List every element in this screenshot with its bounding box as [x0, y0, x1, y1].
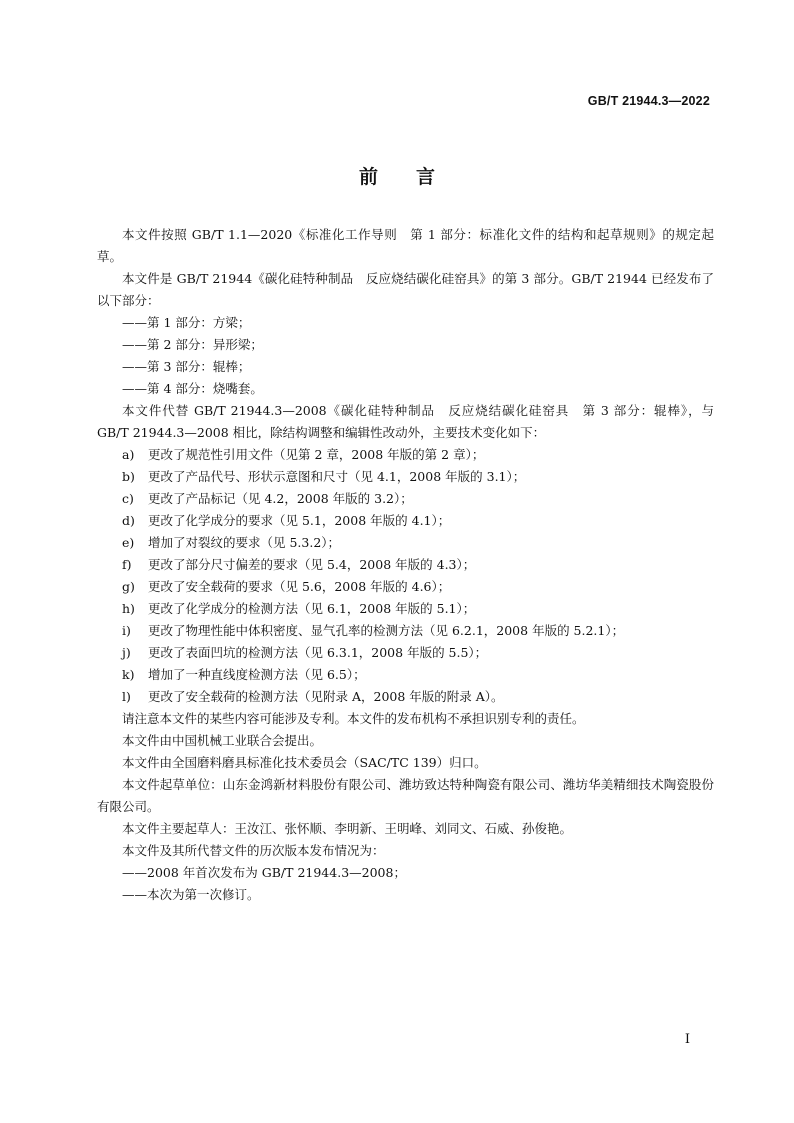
title-char-1: 前 [358, 166, 378, 188]
change-text: 更改了表面凹坑的检测方法（见 6.3.1，2008 年版的 5.5）； [148, 645, 488, 660]
change-label: b) [122, 469, 135, 484]
change-text: 更改了化学成分的要求（见 5.1，2008 年版的 4.1）； [148, 513, 451, 528]
change-label: d) [122, 513, 135, 528]
list-item-change [97, 510, 714, 532]
change-text: 更改了化学成分的检测方法（见 6.1，2008 年版的 5.1）； [148, 601, 476, 616]
paragraph-patent-notice: 请注意本文件的某些内容可能涉及专利。本文件的发布机构不承担识别专利的责任。 [122, 711, 585, 726]
list-item-part: ——第 1 部分：方梁； [122, 315, 251, 330]
change-label: a) [122, 447, 135, 462]
change-text: 增加了对裂纹的要求（见 5.3.2）； [148, 535, 341, 550]
list-item-change [97, 642, 714, 664]
paragraph-series-parts: 本文件是 GB/T 21944《碳化硅特种制品 反应烧结碳化硅窑具》的第 3 部分。GB/T 21944 已经发布了以下部分： [97, 271, 714, 308]
list-item-part: ——第 2 部分：异形梁； [122, 337, 263, 352]
list-item-change [97, 444, 714, 466]
change-label: g) [122, 579, 135, 594]
change-label: i) [122, 623, 131, 638]
paragraph-replacement: 本文件代替 GB/T 21944.3—2008《碳化硅特种制品 反应烧结碳化硅窑具 第 3 部分：辊棒》，与 GB/T 21944.3—2008 相比，除结构调整和编辑性改动外，主要技术变化如下： [97, 403, 714, 440]
change-label: h) [122, 601, 135, 616]
list-item-change [97, 554, 714, 576]
list-item-change [97, 598, 714, 620]
list-item-part: ——第 4 部分：烧嘴套。 [122, 381, 263, 396]
change-text: 更改了物理性能中体积密度、显气孔率的检测方法（见 6.2.1，2008 年版的 5.2.1）； [148, 623, 625, 638]
page-title [0, 162, 794, 189]
change-text: 更改了产品标记（见 4.2，2008 年版的 3.2）； [148, 491, 413, 506]
title-char-2: 言 [416, 166, 436, 188]
change-text: 更改了部分尺寸偏差的要求（见 5.4，2008 年版的 4.3）； [148, 557, 476, 572]
change-text: 增加了一种直线度检测方法（见 6.5）； [148, 667, 366, 682]
change-label: l) [122, 689, 131, 704]
list-item-part: ——第 3 部分：辊棒； [122, 359, 251, 374]
list-item-change [97, 664, 714, 686]
paragraph-history-intro: 本文件及其所代替文件的历次版本发布情况为： [122, 843, 385, 858]
paragraph-committee: 本文件由全国磨料磨具标准化技术委员会（SAC/TC 139）归口。 [122, 755, 487, 770]
paragraph-drafting-units: 本文件起草单位：山东金鸿新材料股份有限公司、潍坊致达特种陶瓷有限公司、潍坊华美精细技术陶瓷股份有限公司。 [97, 777, 714, 814]
document-code: GB/T 21944.3—2022 [587, 94, 710, 108]
change-label: k) [122, 667, 135, 682]
change-label: j) [122, 645, 131, 660]
change-label: c) [122, 491, 134, 506]
list-item-change [97, 620, 714, 642]
change-text: 更改了安全载荷的要求（见 5.6，2008 年版的 4.6）； [148, 579, 451, 594]
list-item-history: ——本次为第一次修订。 [122, 887, 260, 902]
paragraph-drafters: 本文件主要起草人：王汝江、张怀顺、李明新、王明峰、刘同文、石威、孙俊艳。 [122, 821, 573, 836]
list-item-change [97, 466, 714, 488]
list-item-history: ——2008 年首次发布为 GB/T 21944.3—2008； [122, 865, 406, 880]
change-text: 更改了规范性引用文件（见第 2 章，2008 年版的第 2 章）； [148, 447, 485, 462]
change-text: 更改了产品代号、形状示意图和尺寸（见 4.1，2008 年版的 3.1）； [148, 469, 526, 484]
change-label: f) [122, 557, 132, 572]
change-text: 更改了安全载荷的检测方法（见附录 A，2008 年版的附录 A）。 [148, 689, 504, 704]
preface-body [97, 224, 714, 906]
page-number: I [684, 1032, 690, 1047]
list-item-change [97, 576, 714, 598]
paragraph-proposer: 本文件由中国机械工业联合会提出。 [122, 733, 323, 748]
paragraph-drafting-rules: 本文件按照 GB/T 1.1—2020《标准化工作导则 第 1 部分：标准化文件的结构和起草规则》的规定起草。 [97, 227, 714, 264]
list-item-change [97, 532, 714, 554]
list-item-change [97, 488, 714, 510]
list-item-change [97, 686, 714, 708]
change-label: e) [122, 535, 135, 550]
